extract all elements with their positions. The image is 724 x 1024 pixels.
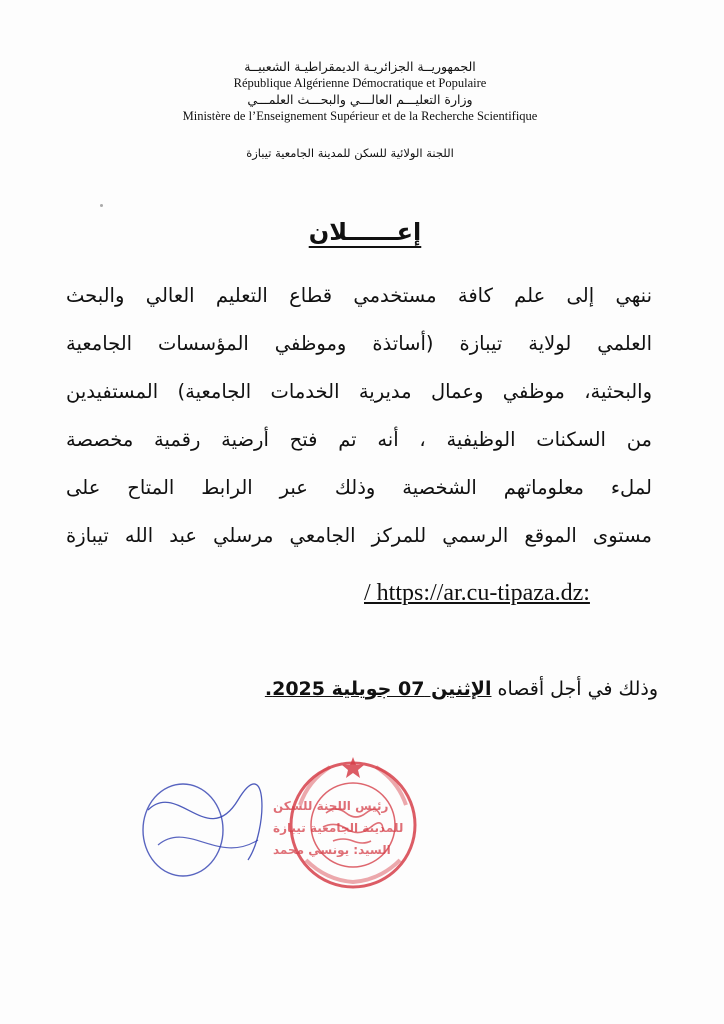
platform-link[interactable]: / https://ar.cu-tipaza.dz: <box>364 580 590 606</box>
letterhead <box>150 58 570 124</box>
republic-arabic: الجمهوريــة الجزائريـة الديمقراطيـة الشعبيــة <box>244 59 476 74</box>
blue-signature-stamp <box>128 770 404 880</box>
stamp-blue-line3: السيد: يونسي محمد <box>273 843 391 857</box>
body-line: مستوى الموقع الرسمي للمركز الجامعي مرسلي عبد الله تيبازة <box>66 524 652 547</box>
deadline-prefix: وذلك في أجل أقصاه <box>491 678 658 700</box>
stamp-blue-line2: للمدينة الجامعية تيبازة <box>273 821 404 835</box>
republic-french: République Algérienne Démocratique et Populaire <box>233 76 487 90</box>
ministry-arabic: وزارة التعليـــم العالـــي والبحـــث العلمـــي <box>247 92 473 107</box>
red-official-seal <box>278 745 428 895</box>
deadline-date: الإثنين 07 جويلية 2025. <box>264 678 492 700</box>
body-line: والبحثية، موظفي وعمال مديرية الخدمات الجامعية) المستفيدين <box>66 380 652 403</box>
deadline-statement <box>240 678 658 700</box>
scan-speck <box>100 204 103 207</box>
committee-name: اللجنة الولائية للسكن للمدينة الجامعية تيبازة <box>246 146 454 160</box>
ministry-french: Ministère de l’Enseignement Supérieur et de la Recherche Scientifique <box>182 109 538 123</box>
body-line: العلمي لولاية تيبازة (أساتذة وموظفي المؤسسات الجامعية <box>66 332 652 355</box>
body-line: من السكنات الوظيفية ، أنه تم فتح أرضية رقمية مخصصة <box>66 428 652 451</box>
body-line: ننهي إلى علم كافة مستخدمي قطاع التعليم العالي والبحث <box>66 284 652 307</box>
announcement-title: إعــــــلان <box>308 218 422 246</box>
stamp-blue-line1: رئيس اللجنة للسكن <box>273 799 389 813</box>
body-line: لملء معلوماتهم الشخصية وذلك عبر الرابط المتاح على <box>66 476 652 499</box>
announcement-body <box>66 272 652 560</box>
